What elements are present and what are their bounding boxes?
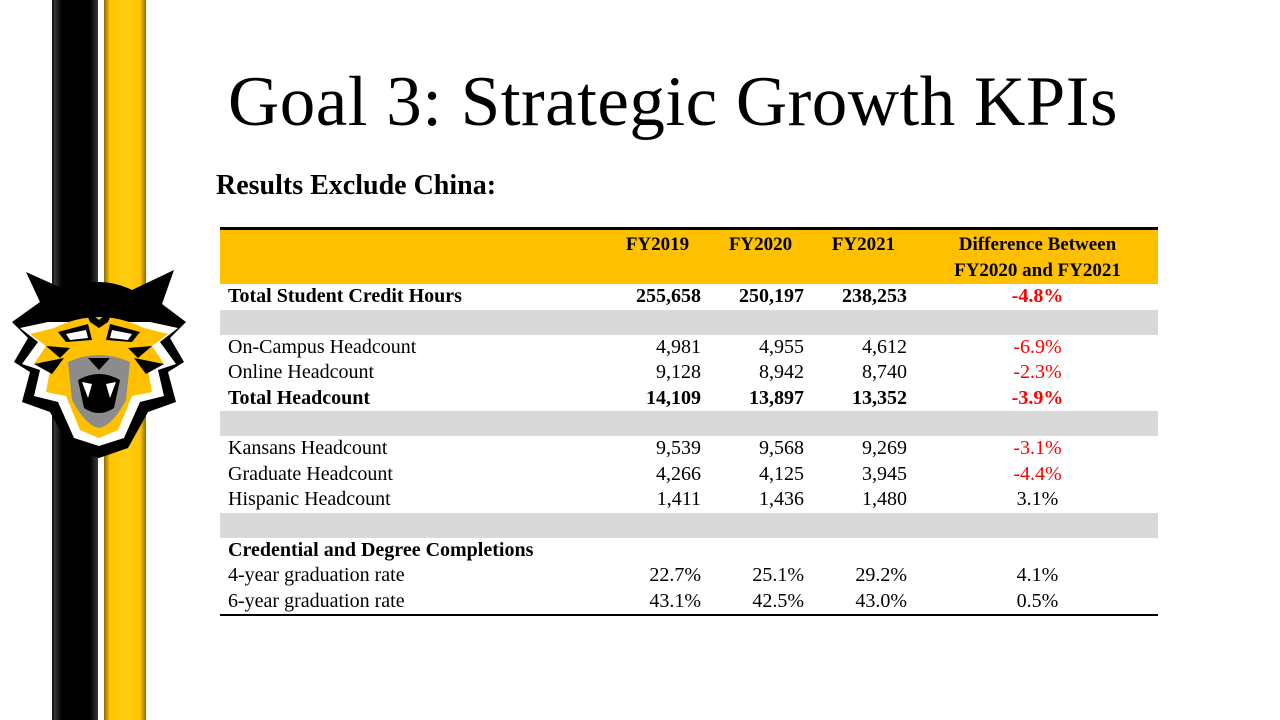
section-label: Credential and Degree Completions [228, 538, 534, 561]
table-row [220, 360, 1158, 386]
row-fy2019: 9,128 [656, 361, 701, 383]
spacer-row [220, 411, 1158, 436]
row-fy2019: 22.7% [649, 564, 701, 586]
row-label: 4-year graduation rate [228, 564, 405, 586]
row-fy2021: 29.2% [855, 564, 907, 586]
table-row [220, 386, 1158, 412]
table-row [220, 487, 1158, 513]
row-difference: -4.4% [1013, 462, 1062, 485]
table-row [220, 462, 1158, 488]
row-fy2019: 4,981 [656, 335, 701, 358]
row-fy2021: 13,352 [852, 386, 907, 409]
row-difference: -4.8% [1011, 285, 1064, 307]
spacer-row [220, 513, 1158, 538]
row-fy2020: 250,197 [739, 285, 804, 307]
header-label-cell [220, 229, 606, 285]
header-fy2019: FY2019 [606, 229, 709, 285]
row-difference: 4.1% [1016, 564, 1059, 586]
row-fy2020: 4,125 [759, 462, 804, 485]
table-header-row [220, 229, 1158, 285]
row-fy2019: 1,411 [656, 488, 701, 510]
table-row [220, 284, 1158, 310]
row-label: Kansans Headcount [228, 437, 388, 459]
row-label: Hispanic Headcount [228, 488, 391, 510]
row-fy2021: 8,740 [862, 361, 907, 383]
row-fy2020: 4,955 [759, 335, 804, 358]
row-fy2020: 9,568 [759, 437, 804, 459]
row-fy2021: 9,269 [862, 437, 907, 459]
table-row [220, 589, 1158, 616]
row-difference: 3.1% [1016, 488, 1059, 510]
row-fy2019: 9,539 [656, 437, 701, 459]
tiger-logo [8, 262, 190, 458]
row-label: 6-year graduation rate [228, 589, 405, 612]
row-fy2020: 42.5% [752, 589, 804, 612]
row-fy2020: 13,897 [749, 386, 804, 409]
row-fy2019: 255,658 [636, 285, 701, 307]
row-fy2021: 43.0% [855, 589, 907, 612]
table-row [220, 538, 1158, 564]
header-fy2020: FY2020 [709, 229, 812, 285]
slide-subtitle: Results Exclude China: [216, 170, 497, 201]
row-fy2021: 238,253 [842, 285, 907, 307]
slide-title: Goal 3: Strategic Growth KPIs [228, 63, 1119, 141]
header-difference [915, 229, 1158, 285]
row-fy2019: 43.1% [649, 589, 701, 612]
header-difference-line2: FY2020 and FY2021 [954, 259, 1121, 281]
row-difference: -3.1% [1013, 437, 1062, 459]
row-difference: -3.9% [1011, 386, 1064, 409]
row-fy2021: 1,480 [862, 488, 907, 510]
row-label: Graduate Headcount [228, 462, 393, 485]
row-fy2021: 3,945 [862, 462, 907, 485]
row-label: Total Student Credit Hours [228, 285, 462, 307]
header-fy2021: FY2021 [812, 229, 915, 285]
row-fy2020: 1,436 [759, 488, 804, 510]
row-difference: 0.5% [1016, 589, 1059, 612]
header-difference-line1: Difference Between [958, 234, 1117, 255]
row-fy2020: 8,942 [759, 361, 804, 383]
table-row [220, 436, 1158, 462]
kpi-table [220, 227, 1158, 616]
row-fy2019: 14,109 [646, 386, 701, 409]
table-row [220, 563, 1158, 589]
row-label: Total Headcount [228, 386, 371, 409]
row-fy2019: 4,266 [656, 462, 701, 485]
row-difference: -6.9% [1013, 335, 1062, 358]
row-fy2021: 4,612 [862, 335, 907, 358]
row-label: On-Campus Headcount [228, 335, 417, 358]
row-label: Online Headcount [228, 361, 375, 383]
table-row [220, 335, 1158, 361]
row-difference: -2.3% [1013, 361, 1062, 383]
row-fy2020: 25.1% [752, 564, 804, 586]
spacer-row [220, 310, 1158, 335]
